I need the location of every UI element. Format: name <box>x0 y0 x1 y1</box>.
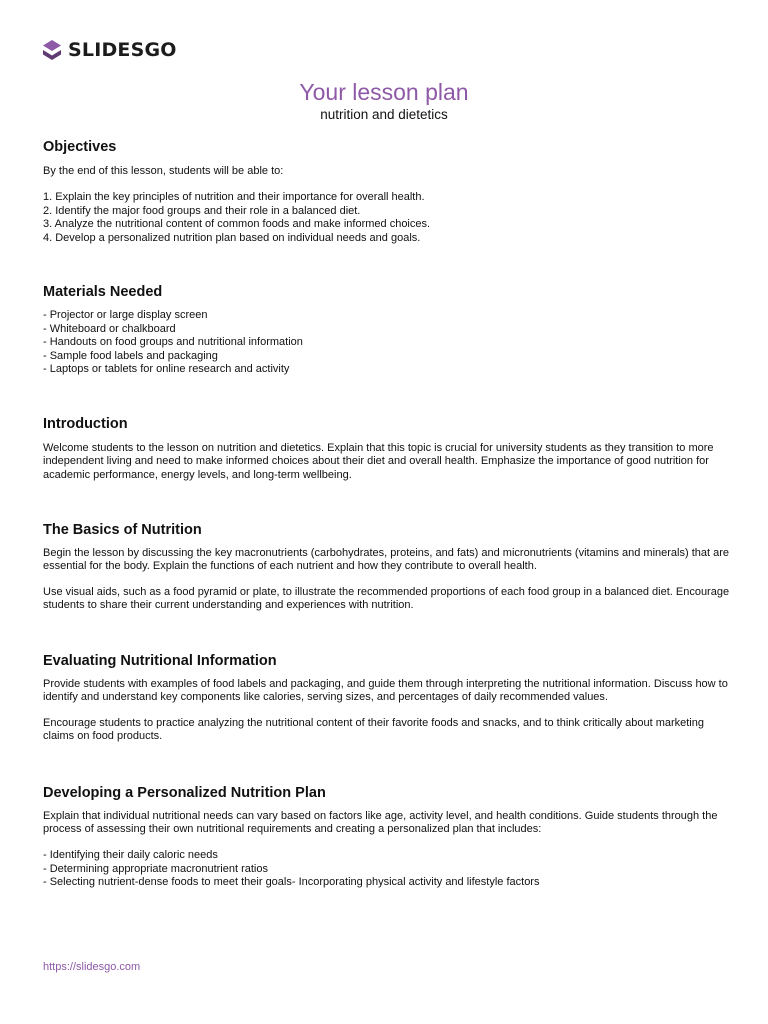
list-item: - Selecting nutrient-dense foods to meet their goals- Incorporating physical activity and lifestyle factors <box>43 876 540 888</box>
basics-paragraph-2: Use visual aids, such as a food pyramid or plate, to illustrate the recommended proportions of each food group in a balanced diet. Encourage students to share their current understanding and experiences with nutrition. <box>43 586 730 612</box>
footer-link[interactable]: https://slidesgo.com <box>43 961 141 973</box>
list-item: 3. Analyze the nutritional content of common foods and make informed choices. <box>43 218 431 230</box>
introduction-body: Welcome students to the lesson on nutrition and dietetics. Explain that this topic is crucial for university students as they transition to more independent living and need to make informed choices about their diet and overall health. Emphasize the importance of good nutrition for academic performance, energy levels, and long-term wellbeing. <box>43 442 714 481</box>
introduction-heading: Introduction <box>43 416 128 432</box>
list-item: - Laptops or tablets for online research and activity <box>43 363 290 375</box>
slidesgo-logo-icon <box>42 39 62 61</box>
list-item: - Handouts on food groups and nutritional information <box>43 336 303 348</box>
list-item: 1. Explain the key principles of nutrition and their importance for overall health. <box>43 191 425 203</box>
evaluating-heading: Evaluating Nutritional Information <box>43 653 277 669</box>
list-item: - Sample food labels and packaging <box>43 349 218 362</box>
materials-heading: Materials Needed <box>43 284 163 300</box>
list-item: - Projector or large display screen <box>43 309 208 321</box>
developing-paragraph-1: Explain that individual nutritional needs can vary based on factors like age, activity level, and health conditions. Guide students through the process of assessing their own nutritional requirements and creating a personalized plan that includes: <box>43 810 718 836</box>
developing-heading: Developing a Personalized Nutrition Plan <box>43 785 326 801</box>
objectives-intro: By the end of this lesson, students will be able to: <box>43 165 284 177</box>
basics-heading: The Basics of Nutrition <box>43 522 202 538</box>
evaluating-paragraph-1: Provide students with examples of food labels and packaging, and guide them through interpreting the nutritional information. Discuss how to identify and understand key components like calories, serving sizes, and percentages of daily recommended values. <box>43 678 728 704</box>
list-item: 2. Identify the major food groups and their role in a balanced diet. <box>43 204 361 217</box>
brand-logo <box>42 38 177 62</box>
list-item: - Identifying their daily caloric needs <box>43 849 218 861</box>
page-title: Your lesson plan <box>299 79 469 105</box>
list-item: 4. Develop a personalized nutrition plan based on individual needs and goals. <box>43 231 421 244</box>
logo-text: SLIDESGO <box>68 39 177 61</box>
objectives-heading: Objectives <box>43 139 117 155</box>
page-subtitle: nutrition and dietetics <box>320 107 448 122</box>
basics-paragraph-1: Begin the lesson by discussing the key macronutrients (carbohydrates, proteins, and fats) and micronutrients (vitamins and minerals) that are essential for the body. Explain the functions of each nutrient and how they contribute to overall health. <box>43 547 729 573</box>
evaluating-paragraph-2: Encourage students to practice analyzing the nutritional content of their favorite foods and snacks, and to think critically about marketing claims on food products. <box>43 717 704 743</box>
list-item: - Determining appropriate macronutrient ratios <box>43 862 268 875</box>
list-item: - Whiteboard or chalkboard <box>43 322 176 335</box>
